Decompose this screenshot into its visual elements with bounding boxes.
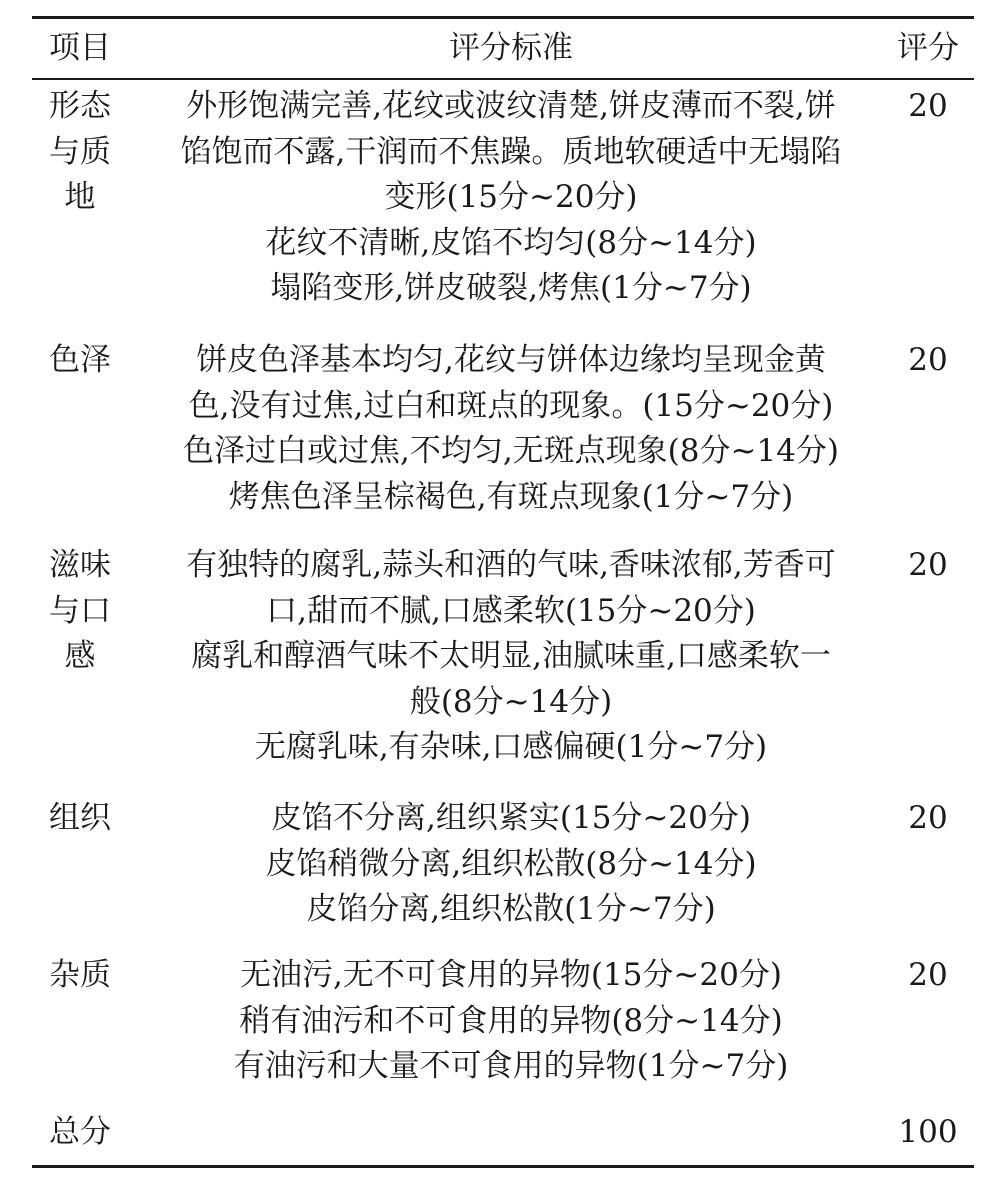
row-texture-item bbox=[28, 796, 132, 842]
criteria-line: 馅饱而不露,干润而不焦躁。质地软硬适中无塌陷 bbox=[180, 133, 842, 170]
criteria-line: 花纹不清晰,皮馅不均匀(8分~14分) bbox=[265, 224, 757, 261]
row-color-item bbox=[28, 338, 132, 384]
total-label: 总分 bbox=[49, 1114, 111, 1150]
criteria-line: 口,甜而不腻,口感柔软(15分~20分) bbox=[266, 592, 756, 629]
criteria-line: 色,没有过焦,过白和斑点的现象。(15分~20分) bbox=[188, 387, 834, 424]
header-criteria: 评分标准 bbox=[449, 30, 573, 66]
row-impurity-item bbox=[28, 953, 132, 999]
row-impurity-criteria bbox=[132, 953, 890, 1090]
row-color-score: 20 bbox=[908, 342, 948, 378]
criteria-line: 色泽过白或过焦,不均匀,无斑点现象(8分~14分) bbox=[182, 433, 840, 469]
criteria-line: 皮馅不分离,组织紧实(15分~20分) bbox=[271, 800, 751, 836]
criteria-line: 烤焦色泽呈棕褐色,有斑点现象(1分~7分) bbox=[228, 478, 794, 515]
item-line: 与质 bbox=[49, 133, 111, 170]
item-line: 形态 bbox=[49, 88, 111, 124]
item-line: 地 bbox=[64, 179, 96, 215]
header-item: 项目 bbox=[49, 30, 111, 66]
item-line: 组织 bbox=[49, 800, 111, 836]
row-shape-score: 20 bbox=[908, 88, 948, 124]
bottom-rule bbox=[32, 1165, 974, 1168]
criteria-line: 塌陷变形,饼皮破裂,烤焦(1分~7分) bbox=[270, 270, 752, 306]
row-taste-item bbox=[28, 543, 132, 680]
criteria-line: 变形(15分~20分) bbox=[384, 179, 638, 215]
criteria-line: 外形饱满完善,花纹或波纹清楚,饼皮薄而不裂,饼 bbox=[186, 88, 836, 124]
row-taste-criteria bbox=[132, 543, 890, 771]
header-score: 评分 bbox=[897, 30, 959, 66]
item-line: 色泽 bbox=[49, 342, 111, 378]
criteria-line: 无腐乳味,有杂味,口感偏硬(1分~7分) bbox=[254, 729, 768, 765]
criteria-line: 皮馅稍微分离,组织松散(8分~14分) bbox=[265, 845, 757, 882]
total-score: 100 bbox=[898, 1114, 958, 1150]
criteria-line: 稍有油污和不可食用的异物(8分~14分) bbox=[239, 1002, 783, 1039]
criteria-line: 皮馅分离,组织松散(1分~7分) bbox=[306, 891, 716, 927]
criteria-line: 有独特的腐乳,蒜头和酒的气味,香味浓郁,芳香可 bbox=[186, 547, 836, 583]
criteria-line: 饼皮色泽基本均匀,花纹与饼体边缘均呈现金黄 bbox=[196, 342, 826, 378]
row-color-criteria bbox=[132, 338, 890, 520]
criteria-line: 般(8分~14分) bbox=[409, 683, 613, 720]
item-line: 滋味 bbox=[49, 547, 111, 583]
header-rule bbox=[32, 78, 974, 80]
row-texture-criteria bbox=[132, 796, 890, 933]
criteria-line: 有油污和大量不可食用的异物(1分~7分) bbox=[233, 1048, 789, 1084]
row-impurity-score: 20 bbox=[908, 957, 948, 993]
item-line: 杂质 bbox=[49, 957, 111, 993]
row-shape-item bbox=[28, 84, 132, 221]
item-line: 感 bbox=[64, 638, 96, 674]
row-taste-score: 20 bbox=[908, 547, 948, 583]
row-shape-criteria bbox=[132, 84, 890, 312]
item-line: 与口 bbox=[49, 592, 111, 629]
top-rule bbox=[32, 16, 974, 19]
row-texture-score: 20 bbox=[908, 800, 948, 836]
criteria-line: 腐乳和醇酒气味不太明显,油腻味重,口感柔软一 bbox=[191, 638, 831, 674]
criteria-line: 无油污,无不可食用的异物(15分~20分) bbox=[240, 957, 782, 993]
